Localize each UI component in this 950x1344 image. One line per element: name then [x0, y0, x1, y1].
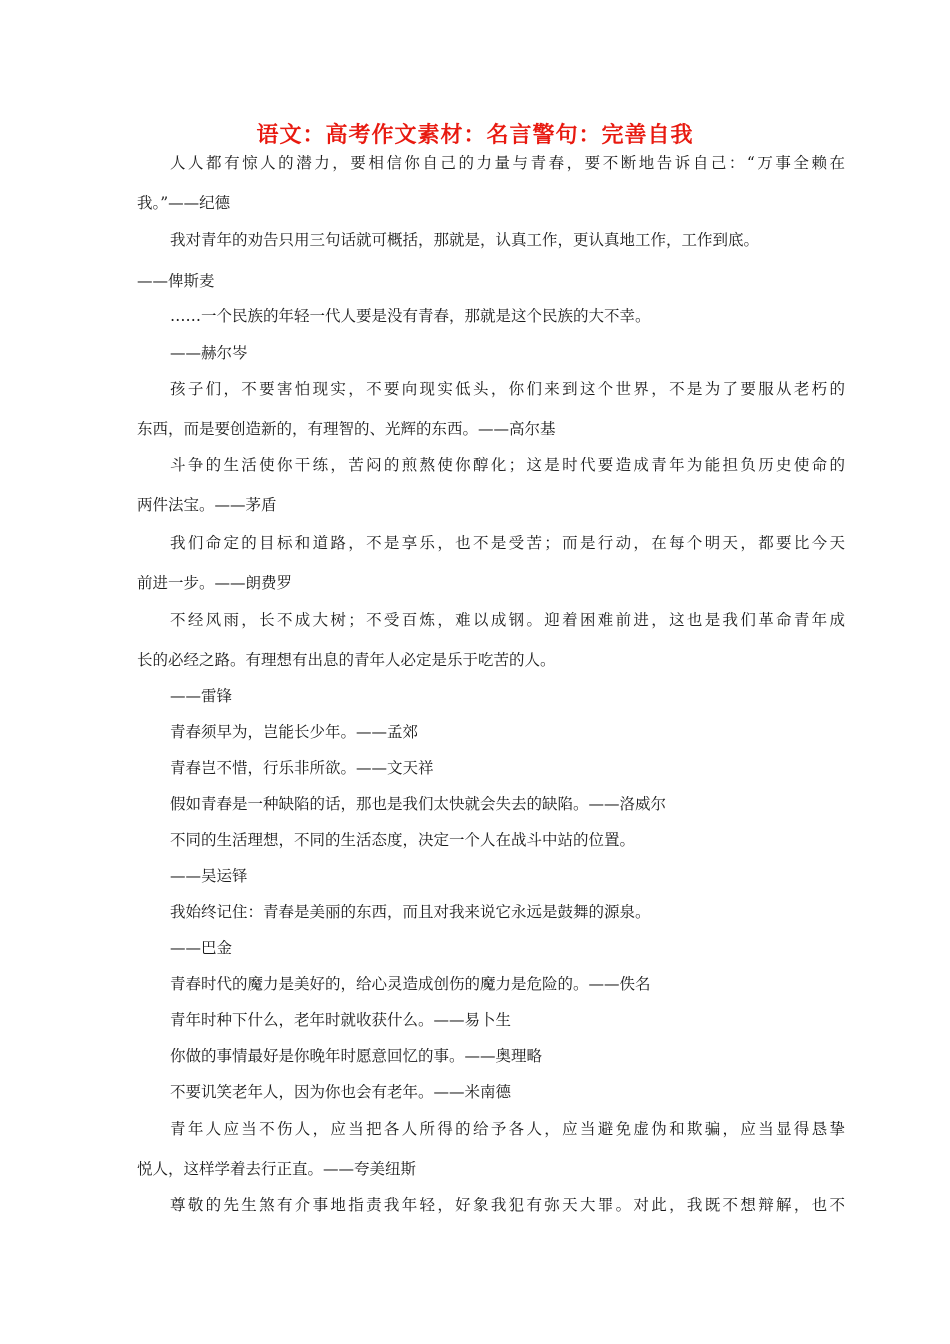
text-line: 假如青春是一种缺陷的话，那也是我们太快就会失去的缺陷。——洛威尔: [170, 795, 667, 813]
text-line: 孩子们，不要害怕现实，不要向现实低头，你们来到这个世界，不是为了要服从老朽的: [170, 380, 845, 398]
text-line: 前进一步。——朗费罗: [137, 574, 293, 592]
text-line: 斗争的生活使你干练，苦闷的煎熬使你醇化；这是时代要造成青年为能担负历史使命的: [170, 456, 845, 474]
text-line: ——俾斯麦: [137, 272, 215, 290]
text-line: 青春时代的魔力是美好的，给心灵造成创伤的魔力是危险的。——佚名: [170, 975, 651, 993]
text-line: 我。”——纪德: [137, 194, 231, 212]
text-line: 青年人应当不伤人，应当把各人所得的给予各人，应当避免虚伪和欺骗，应当显得恳挚: [170, 1120, 845, 1138]
text-line: 人人都有惊人的潜力，要相信你自己的力量与青春，要不断地告诉自己：“万事全赖在: [170, 154, 845, 172]
text-line: 东西，而是要创造新的，有理智的、光辉的东西。——高尔基: [137, 420, 556, 438]
document-title: 语文：高考作文素材：名言警句：完善自我: [256, 123, 694, 148]
text-line: 青年时种下什么，老年时就收获什么。——易卜生: [170, 1011, 512, 1029]
text-line: ——吴运铎: [170, 867, 248, 885]
text-line: 你做的事情最好是你晚年时愿意回忆的事。——奥理略: [170, 1047, 543, 1065]
text-line: 长的必经之路。有理想有出息的青年人必定是乐于吃苦的人。: [137, 651, 556, 669]
text-line: 我们命定的目标和道路，不是享乐，也不是受苦；而是行动，在每个明天，都要比今天: [170, 534, 845, 552]
text-line: 我始终记住：青春是美丽的东西，而且对我来说它永远是鼓舞的源泉。: [170, 903, 651, 921]
text-line: 不同的生活理想，不同的生活态度，决定一个人在战斗中站的位置。: [170, 831, 636, 849]
text-line: ……一个民族的年轻一代人要是没有青春，那就是这个民族的大不幸。: [170, 307, 651, 325]
text-line: 不要讥笑老年人，因为你也会有老年。——米南德: [170, 1083, 512, 1101]
text-line: 青春须早为，岂能长少年。——孟郊: [170, 723, 419, 741]
text-line: 不经风雨，长不成大树；不受百炼，难以成钢。迎着困难前进，这也是我们革命青年成: [170, 611, 845, 629]
text-line: 两件法宝。——茅盾: [137, 496, 277, 514]
text-line: ——巴金: [170, 939, 233, 957]
text-line: 悦人，这样学着去行正直。——夸美纽斯: [137, 1160, 417, 1178]
text-line: ——雷锋: [170, 687, 233, 705]
text-line: 我对青年的劝告只用三句话就可概括，那就是，认真工作，更认真地工作，工作到底。: [170, 231, 760, 249]
text-line: ——赫尔岑: [170, 344, 248, 362]
text-line: 青春岂不惜，行乐非所欲。——文天祥: [170, 759, 434, 777]
text-line: 尊敬的先生煞有介事地指责我年轻，好象我犯有弥天大罪。对此，我既不想辩解，也不: [170, 1196, 845, 1214]
